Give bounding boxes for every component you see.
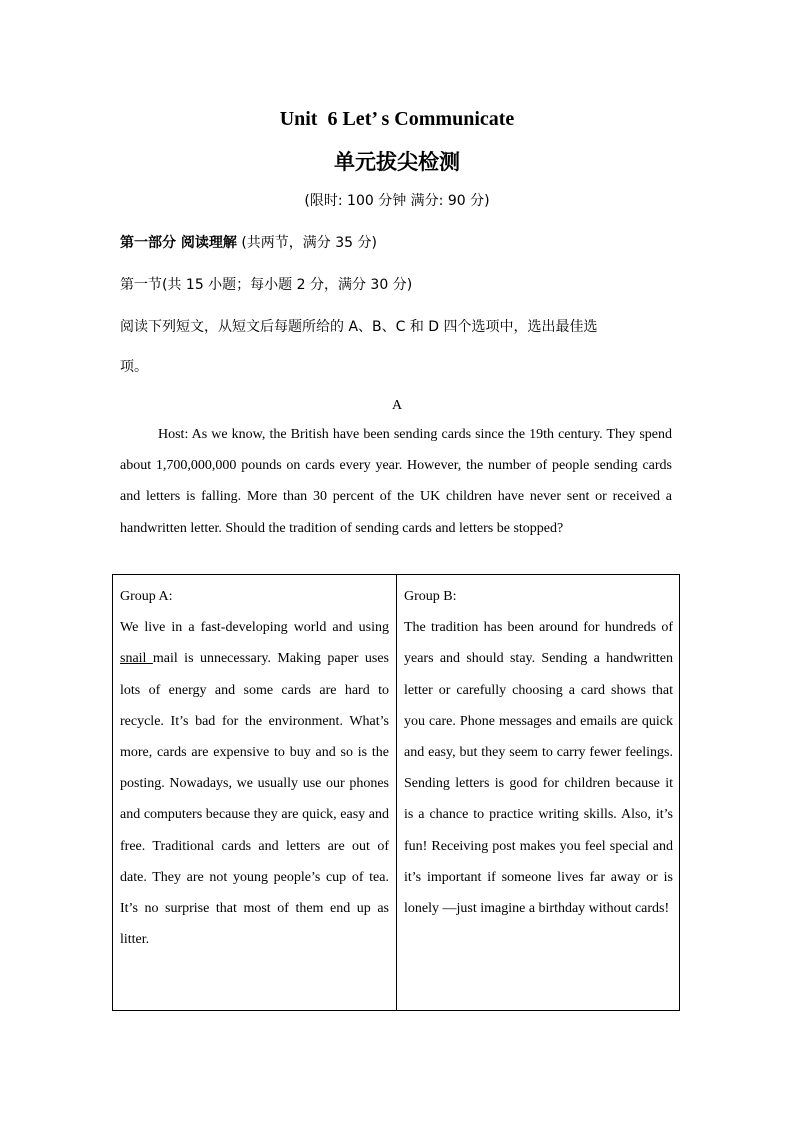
group-b-text: The tradition has been around for hundreds of years and should stay. Sending a handwritten letter or carefully choosing a card shows that you care. Phone messages and emails are quick and easy, but they seem to carry fewer feelings. Sending letters is good for children because it is a chance to practice writing skills. Also, it’s fun! Receiving post makes you feel special and it’s important if someone lives far away or is lonely —just imagine a birthday without cards! (404, 620, 673, 917)
underlined-word: snail (120, 651, 153, 667)
part-heading (120, 233, 680, 253)
group-a-text-rest: mail is unnecessary. Making paper uses lots of energy and some cards are hard to recycle. It’s bad for the environment. What’s more, cards are expensive to buy and so is the posting. Nowadays, we usually use our phones and computers because they are quick, easy and free. Traditional cards and letters are out of date. They are not young people’s cup of tea. It’s no surprise that most of them end up as litter. (120, 651, 389, 948)
unit-title: Unit 6 Let’ s Communicate (279, 108, 515, 130)
group-a-cell (120, 581, 389, 955)
passage-intro: Host: As we know, the British have been sending cards since the 19th century. They spend about 1,700,000,000 pounds on cards every year. However, the number of people sending cards and letters is falling. More than 30 percent of the UK children have never sent or received a handwritten letter. Should the tradition of sending cards and letters be stopped? (120, 427, 672, 536)
group-b-heading: Group B: (404, 589, 457, 604)
part-heading-detail: (共两节，满分 35 分) (236, 235, 377, 251)
time-and-score-limit: (限时: 100 分钟 满分: 90 分) (304, 193, 490, 209)
passage-label: A (391, 398, 403, 413)
instruction-line-1: 阅读下列短文，从短文后每题所给的 A、B、C 和 D 四个选项中，选出最佳选 (120, 319, 598, 335)
section-heading: 第一节(共 15 小题；每小题 2 分，满分 30 分) (120, 277, 413, 293)
instruction-line-2: 项。 (120, 359, 148, 375)
group-a-text (120, 612, 389, 955)
group-b-cell (404, 581, 673, 924)
part-heading-bold: 第一部分 阅读理解 (120, 235, 237, 251)
column-divider (396, 575, 397, 1010)
group-a-text-start: We live in a fast-developing world and using (120, 620, 389, 636)
test-subtitle: 单元拔尖检测 (334, 150, 460, 174)
group-a-heading: Group A: (120, 589, 173, 604)
opinion-table (112, 574, 680, 1011)
